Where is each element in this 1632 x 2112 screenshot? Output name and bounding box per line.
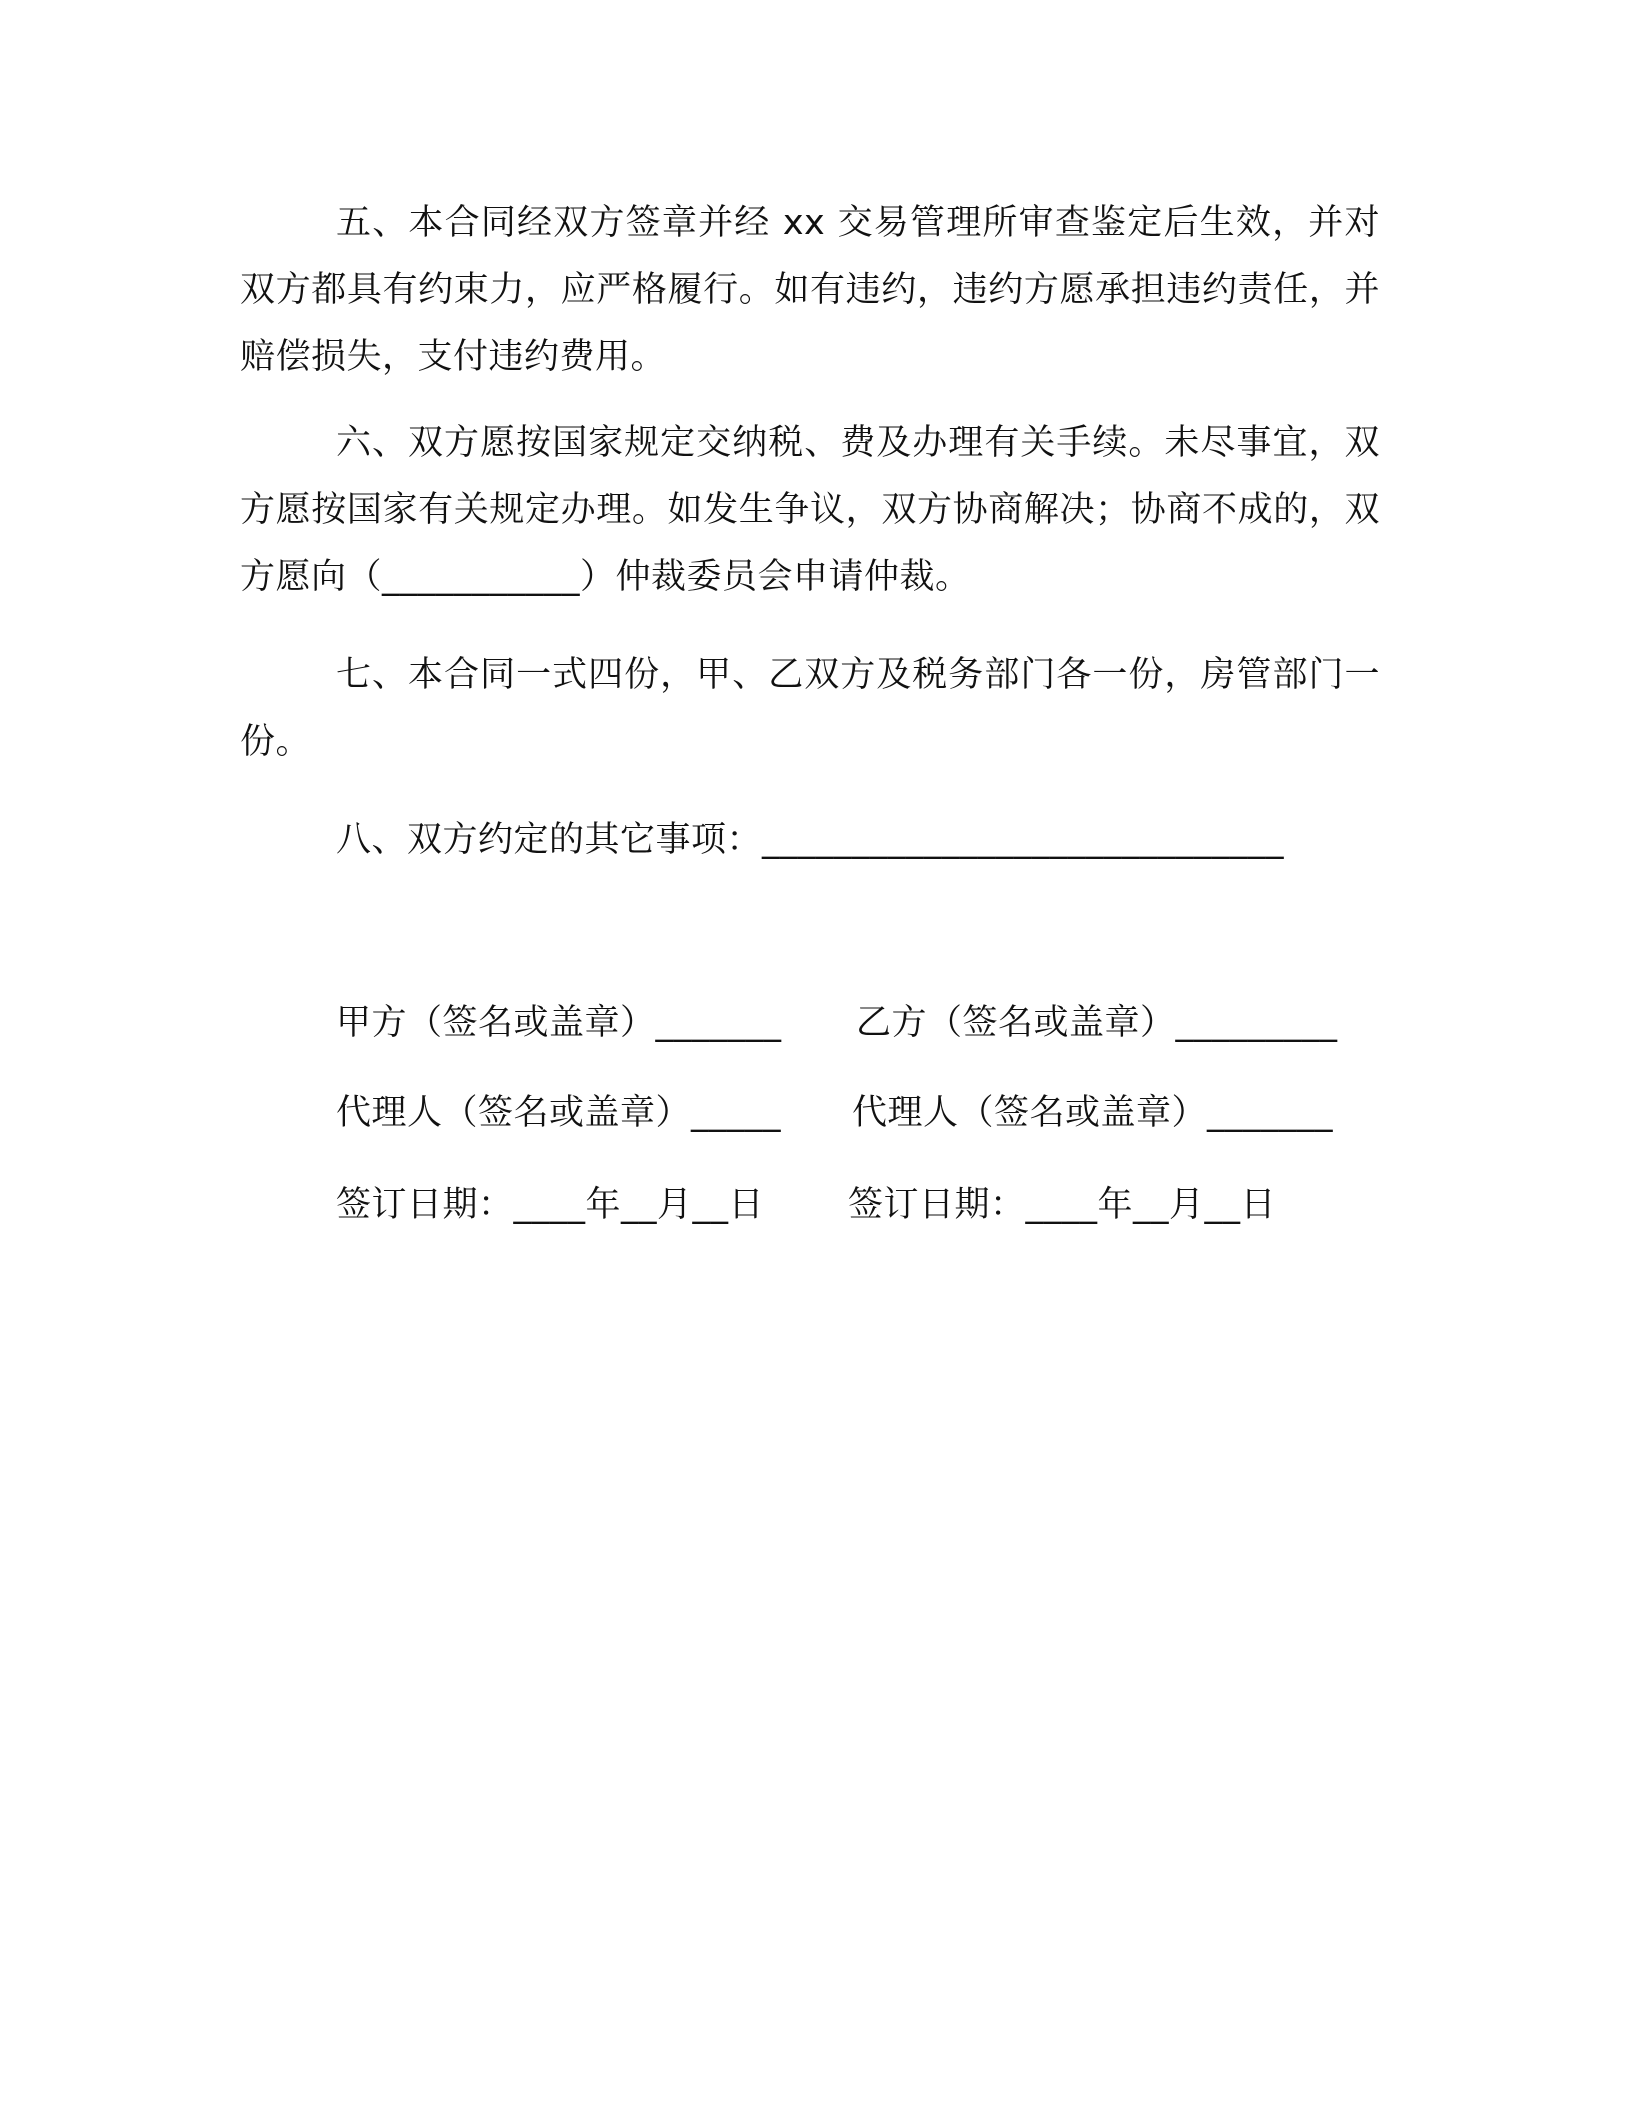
clause-eight: 八、双方约定的其它事项：_____________________________ bbox=[336, 820, 1285, 860]
sign-date-b: 签订日期：____年__月__日 bbox=[848, 1185, 1277, 1225]
party-a-signature: 甲方（签名或盖章）_______ bbox=[336, 1003, 782, 1043]
clause-six: 六、双方愿按国家规定交纳税、费及办理有关手续。未尽事宜，双方愿按国家有关规定办理。如发生争议，双方协商解决；协商不成的，双方愿向（___________）仲裁委员会申请仲裁。 bbox=[240, 423, 1380, 597]
party-b-signature: 乙方（签名或盖章）_________ bbox=[856, 1003, 1338, 1043]
agent-b-signature: 代理人（签名或盖章）_______ bbox=[852, 1093, 1334, 1133]
sign-date-a: 签订日期：____年__月__日 bbox=[336, 1185, 765, 1225]
clause-five: 五、本合同经双方签章并经 xx 交易管理所审查鉴定后生效，并对双方都具有约束力，应严格履行。如有违约，违约方愿承担违约责任，并赔偿损失，支付违约费用。 bbox=[240, 203, 1380, 377]
clause-seven: 七、本合同一式四份，甲、乙双方及税务部门各一份，房管部门一份。 bbox=[240, 655, 1380, 762]
agent-a-signature: 代理人（签名或盖章）_____ bbox=[336, 1093, 782, 1133]
